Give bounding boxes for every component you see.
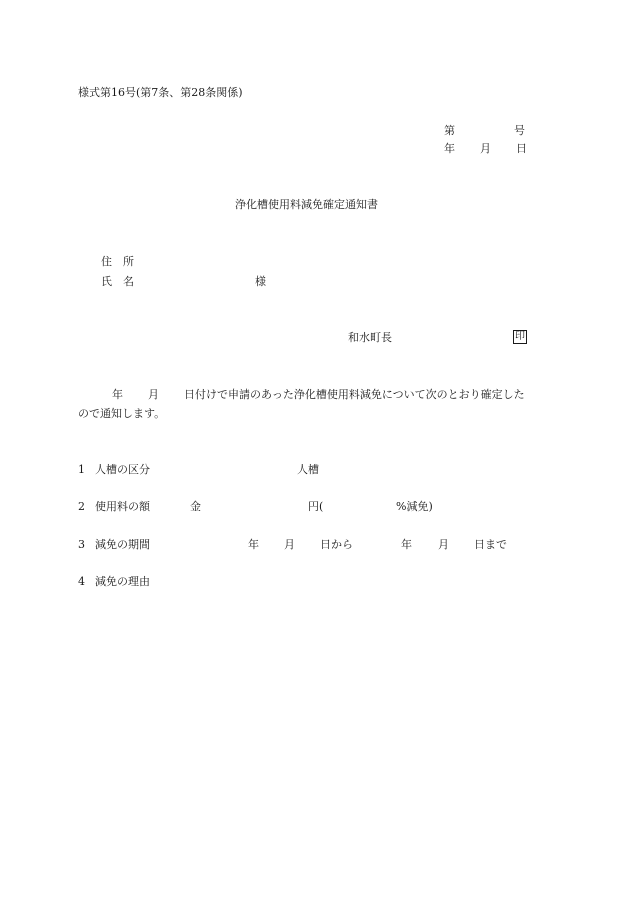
body-line2: ので通知します。 (78, 407, 166, 420)
item3-start-year: 年 (248, 538, 259, 551)
body-line1: 日付けで申請のあった浄化槽使用料減免について次のとおり確定した (184, 388, 525, 401)
document-title: 浄化槽使用料減免確定通知書 (235, 198, 378, 211)
item3-kara: 日から (320, 538, 353, 551)
item3-start-month: 月 (284, 538, 295, 551)
addressee-sama: 様 (255, 275, 266, 288)
item2-label: 使用料の額 (95, 500, 150, 513)
item3-label: 減免の期間 (95, 538, 150, 551)
item1-label: 人槽の区分 (95, 463, 150, 476)
item4-number: 4 (78, 575, 85, 588)
doc-date-year: 年 (444, 142, 455, 155)
item4-label: 減免の理由 (95, 575, 150, 588)
body-month: 月 (148, 388, 159, 401)
seal-mark: 印 (515, 331, 525, 342)
addressee-address-label: 住 所 (101, 255, 134, 268)
item3-number: 3 (78, 538, 85, 551)
body-year: 年 (112, 388, 123, 401)
doc-number-dai: 第 (444, 124, 455, 137)
item2-percent: %減免) (396, 500, 433, 513)
issuer-name: 和水町長 (348, 331, 392, 344)
item2-en: 円( (308, 500, 324, 513)
doc-date-day: 日 (516, 142, 527, 155)
doc-date-month: 月 (480, 142, 491, 155)
doc-number-go: 号 (514, 124, 525, 137)
item1-unit: 人槽 (297, 463, 319, 476)
item3-end-month: 月 (438, 538, 449, 551)
addressee-name-label: 氏 名 (101, 275, 134, 288)
item1-number: 1 (78, 463, 85, 476)
item3-end-year: 年 (401, 538, 412, 551)
item2-number: 2 (78, 500, 85, 513)
form-label: 様式第16号(第7条、第28条関係) (78, 86, 243, 99)
item3-made: 日まで (474, 538, 507, 551)
item2-kin: 金 (190, 500, 201, 513)
